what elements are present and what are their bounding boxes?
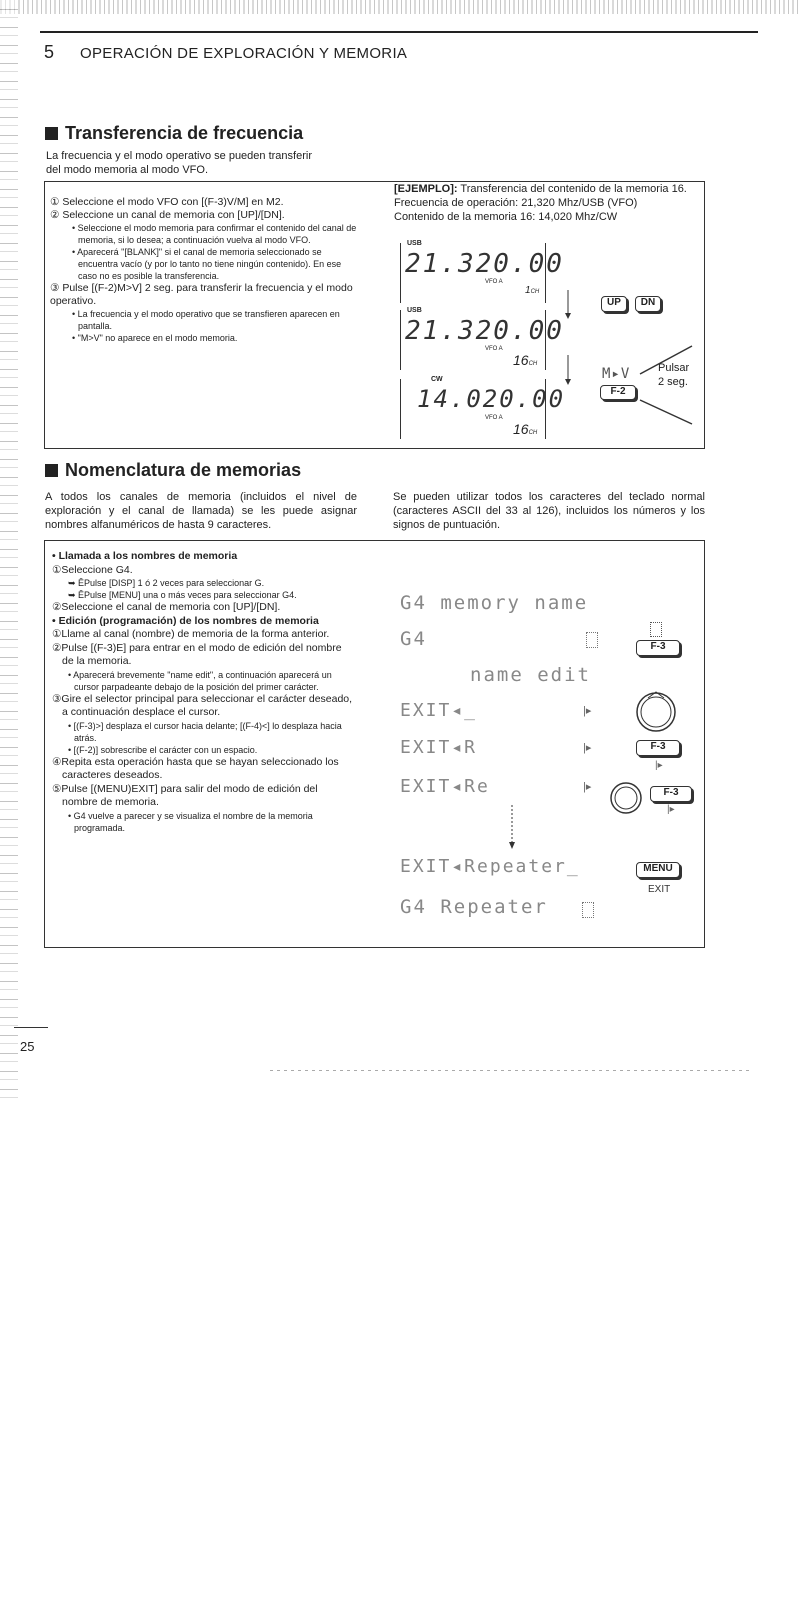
scan-noise-strip bbox=[0, 0, 798, 14]
lcd-line-3: name edit bbox=[470, 664, 591, 686]
cursor-marker-icon: |▸ bbox=[667, 804, 675, 815]
dn-key-button[interactable]: DN bbox=[635, 296, 661, 312]
lcd-display-2 bbox=[400, 307, 564, 370]
intro-line: del modo memoria al modo VFO. bbox=[46, 164, 209, 176]
section-title-transfer bbox=[45, 123, 303, 144]
lcd-frequency: 14.020.00 bbox=[417, 385, 566, 413]
step: ②Seleccione el canal de memoria con [UP]/[DN]. bbox=[52, 601, 281, 613]
naming-steps bbox=[52, 550, 356, 834]
lcd-display-3 bbox=[400, 376, 566, 439]
step: ⑤Pulse [(MENU)EXIT] para salir del modo de edición del nombre de memoria. bbox=[52, 782, 318, 808]
f2-key-button[interactable]: F-2 bbox=[600, 385, 636, 400]
mv-indicator: M▸V bbox=[602, 366, 631, 382]
lcd-frequency: 21.320.00 bbox=[405, 249, 564, 279]
step: ②Pulse [(F-3)E] para entrar en el modo de edición del nombre de la memoria. bbox=[52, 641, 342, 667]
lcd-mode: USB bbox=[407, 307, 422, 314]
example-label: [EJEMPLO]: bbox=[394, 183, 458, 195]
hold-line: Pulsar bbox=[658, 362, 690, 374]
lcd-line-1: G4 memory name bbox=[400, 592, 589, 614]
step: ①Seleccione G4. bbox=[52, 563, 133, 576]
footer-rule bbox=[14, 1027, 48, 1028]
cursor-marker-icon: |▸ bbox=[583, 781, 592, 793]
lcd-vfo: VFO A bbox=[485, 415, 503, 421]
scan-noise-line bbox=[270, 1070, 750, 1071]
step-note: • "M>V" no aparece en el modo memoria. bbox=[72, 333, 238, 343]
step-heading: • Llamada a los nombres de memoria bbox=[52, 550, 238, 562]
example-line: Transferencia del contenido de la memoria 16. bbox=[460, 183, 687, 195]
example-line: Contenido de la memoria 16: 14,020 Mhz/CW bbox=[394, 211, 618, 223]
lcd-vfo: VFO A bbox=[485, 279, 503, 285]
step-note: ➥ ÊPulse [DISP] 1 ó 2 veces para seleccionar G. bbox=[68, 578, 265, 588]
step: ④Repita esta operación hasta que se hayan seleccionado los caracteres deseados. bbox=[52, 755, 339, 781]
lcd-line-6: EXIT◂Re bbox=[400, 776, 490, 797]
step: ③ Pulse [(F-2)M>V] 2 seg. para transferir la frecuencia y el modo operativo. bbox=[50, 282, 353, 307]
step-note: • La frecuencia y el modo operativo que se transfieren aparecen en pantalla. bbox=[72, 309, 340, 331]
lcd-channel-number: 1 bbox=[525, 285, 531, 296]
lcd-display-1 bbox=[400, 240, 564, 303]
f3-key-button[interactable]: F-3 bbox=[650, 786, 692, 802]
lcd-line-8: G4 Repeater bbox=[400, 896, 548, 918]
cursor-marker-icon: |▸ bbox=[583, 742, 592, 754]
step: ① Seleccione el modo VFO con [(F-3)V/M] en M2. bbox=[50, 196, 284, 208]
lcd-frequency: 21.320.00 bbox=[405, 316, 564, 346]
up-key-button[interactable]: UP bbox=[601, 296, 627, 312]
hold-line: 2 seg. bbox=[658, 376, 688, 388]
lcd-channel-number: 16 bbox=[513, 421, 529, 437]
memory-block-icon bbox=[582, 902, 594, 918]
press-lines-icon bbox=[630, 340, 700, 430]
f3-key-button[interactable]: F-3 bbox=[636, 740, 680, 756]
main-dial-icon[interactable] bbox=[634, 690, 678, 734]
lcd-channel bbox=[513, 352, 537, 368]
exit-label: EXIT bbox=[648, 884, 671, 895]
example-block bbox=[394, 182, 700, 224]
page-number: 25 bbox=[20, 1039, 35, 1054]
transfer-arrows-icon bbox=[560, 285, 580, 395]
f3-key-button[interactable]: F-3 bbox=[636, 640, 680, 656]
lcd-ch-suffix: CH bbox=[530, 289, 540, 295]
cursor-marker-icon: |▸ bbox=[655, 760, 663, 771]
lcd-line-2: G4 bbox=[400, 628, 427, 650]
naming-intro-right: Se pueden utilizar todos los caracteres del teclado normal (caracteres ASCII del 33 al 126), incluidos los números y los signos de puntuación. bbox=[393, 491, 705, 531]
lcd-line-4: EXIT◂_ bbox=[400, 700, 478, 721]
lcd-channel bbox=[525, 285, 539, 296]
chapter-title: OPERACIÓN DE EXPLORACIÓN Y MEMORIA bbox=[80, 45, 408, 62]
step: ② Seleccione un canal de memoria con [UP]/[DN]. bbox=[50, 209, 285, 221]
step-note: • Aparecerá "[BLANK]" si el canal de memoria seleccionado se encuentra vacío (y por lo tanto no tiene ningún contenido). En ese caso no es posible la transferencia. bbox=[72, 247, 342, 281]
lcd-channel-number: 16 bbox=[513, 352, 529, 368]
left-margin-scan-edge bbox=[0, 0, 18, 1100]
header-rule bbox=[40, 31, 758, 33]
example-line: Frecuencia de operación: 21,320 Mhz/USB (VFO) bbox=[394, 197, 638, 209]
section-marker-icon bbox=[45, 127, 58, 140]
continue-arrow-icon bbox=[506, 805, 518, 851]
menu-key-button[interactable]: MENU bbox=[636, 862, 680, 878]
memory-block-icon bbox=[650, 622, 662, 637]
lcd-line-5: EXIT◂R bbox=[400, 737, 478, 758]
step-note: • [(F-2)] sobrescribe el carácter con un espacio. bbox=[68, 744, 258, 755]
step: ①Llame al canal (nombre) de memoria de la forma anterior. bbox=[52, 628, 330, 640]
section-title-text: Nomenclatura de memorias bbox=[65, 460, 302, 480]
main-dial-icon[interactable] bbox=[608, 780, 644, 816]
intro-line: La frecuencia y el modo operativo se pueden transferir bbox=[46, 150, 312, 162]
section-title-text: Transferencia de frecuencia bbox=[65, 123, 304, 143]
lcd-line-7: EXIT◂Repeater_ bbox=[400, 856, 580, 877]
memory-block-icon bbox=[586, 632, 598, 648]
naming-intro-left: A todos los canales de memoria (incluidos el nivel de exploración y el canal de llamada) se les puede asignar nombres alfanuméricos de hasta 9 caracteres. bbox=[45, 491, 357, 531]
section-marker-icon bbox=[45, 464, 58, 477]
step: ③Gire el selector principal para seleccionar el carácter deseado, a continuación desplace el cursor. bbox=[52, 692, 353, 718]
step-note: • Seleccione el modo memoria para confirmar el contenido del canal de memoria, si lo desea; a continuación vuelva al modo VFO. bbox=[72, 223, 357, 245]
lcd-channel bbox=[513, 421, 537, 437]
chapter-number: 5 bbox=[44, 42, 55, 62]
section-intro bbox=[46, 149, 312, 177]
transfer-steps bbox=[50, 196, 362, 344]
step-note: ➥ ÊPulse [MENU] una o más veces para seleccionar G4. bbox=[68, 590, 297, 600]
lcd-mode: CW bbox=[431, 376, 443, 383]
cursor-marker-icon: |▸ bbox=[583, 705, 592, 717]
lcd-mode: USB bbox=[407, 240, 422, 247]
section-title-naming bbox=[45, 460, 301, 481]
step-note: • G4 vuelve a parecer y se visualiza el nombre de la memoria programada. bbox=[68, 810, 313, 833]
lcd-vfo: VFO A bbox=[485, 346, 503, 352]
step-note: • [(F-3)>] desplaza el cursor hacia delante; [(F-4)<] lo desplaza hacia atrás. bbox=[68, 720, 342, 743]
step-note: • Aparecerá brevemente "name edit", a continuación aparecerá un cursor parpadeante debajo de la posición del primer carácter. bbox=[68, 669, 332, 692]
step-heading: • Edición (programación) de los nombres de memoria bbox=[52, 614, 319, 627]
lcd-ch-suffix: CH bbox=[528, 430, 538, 436]
lcd-ch-suffix: CH bbox=[528, 361, 538, 367]
